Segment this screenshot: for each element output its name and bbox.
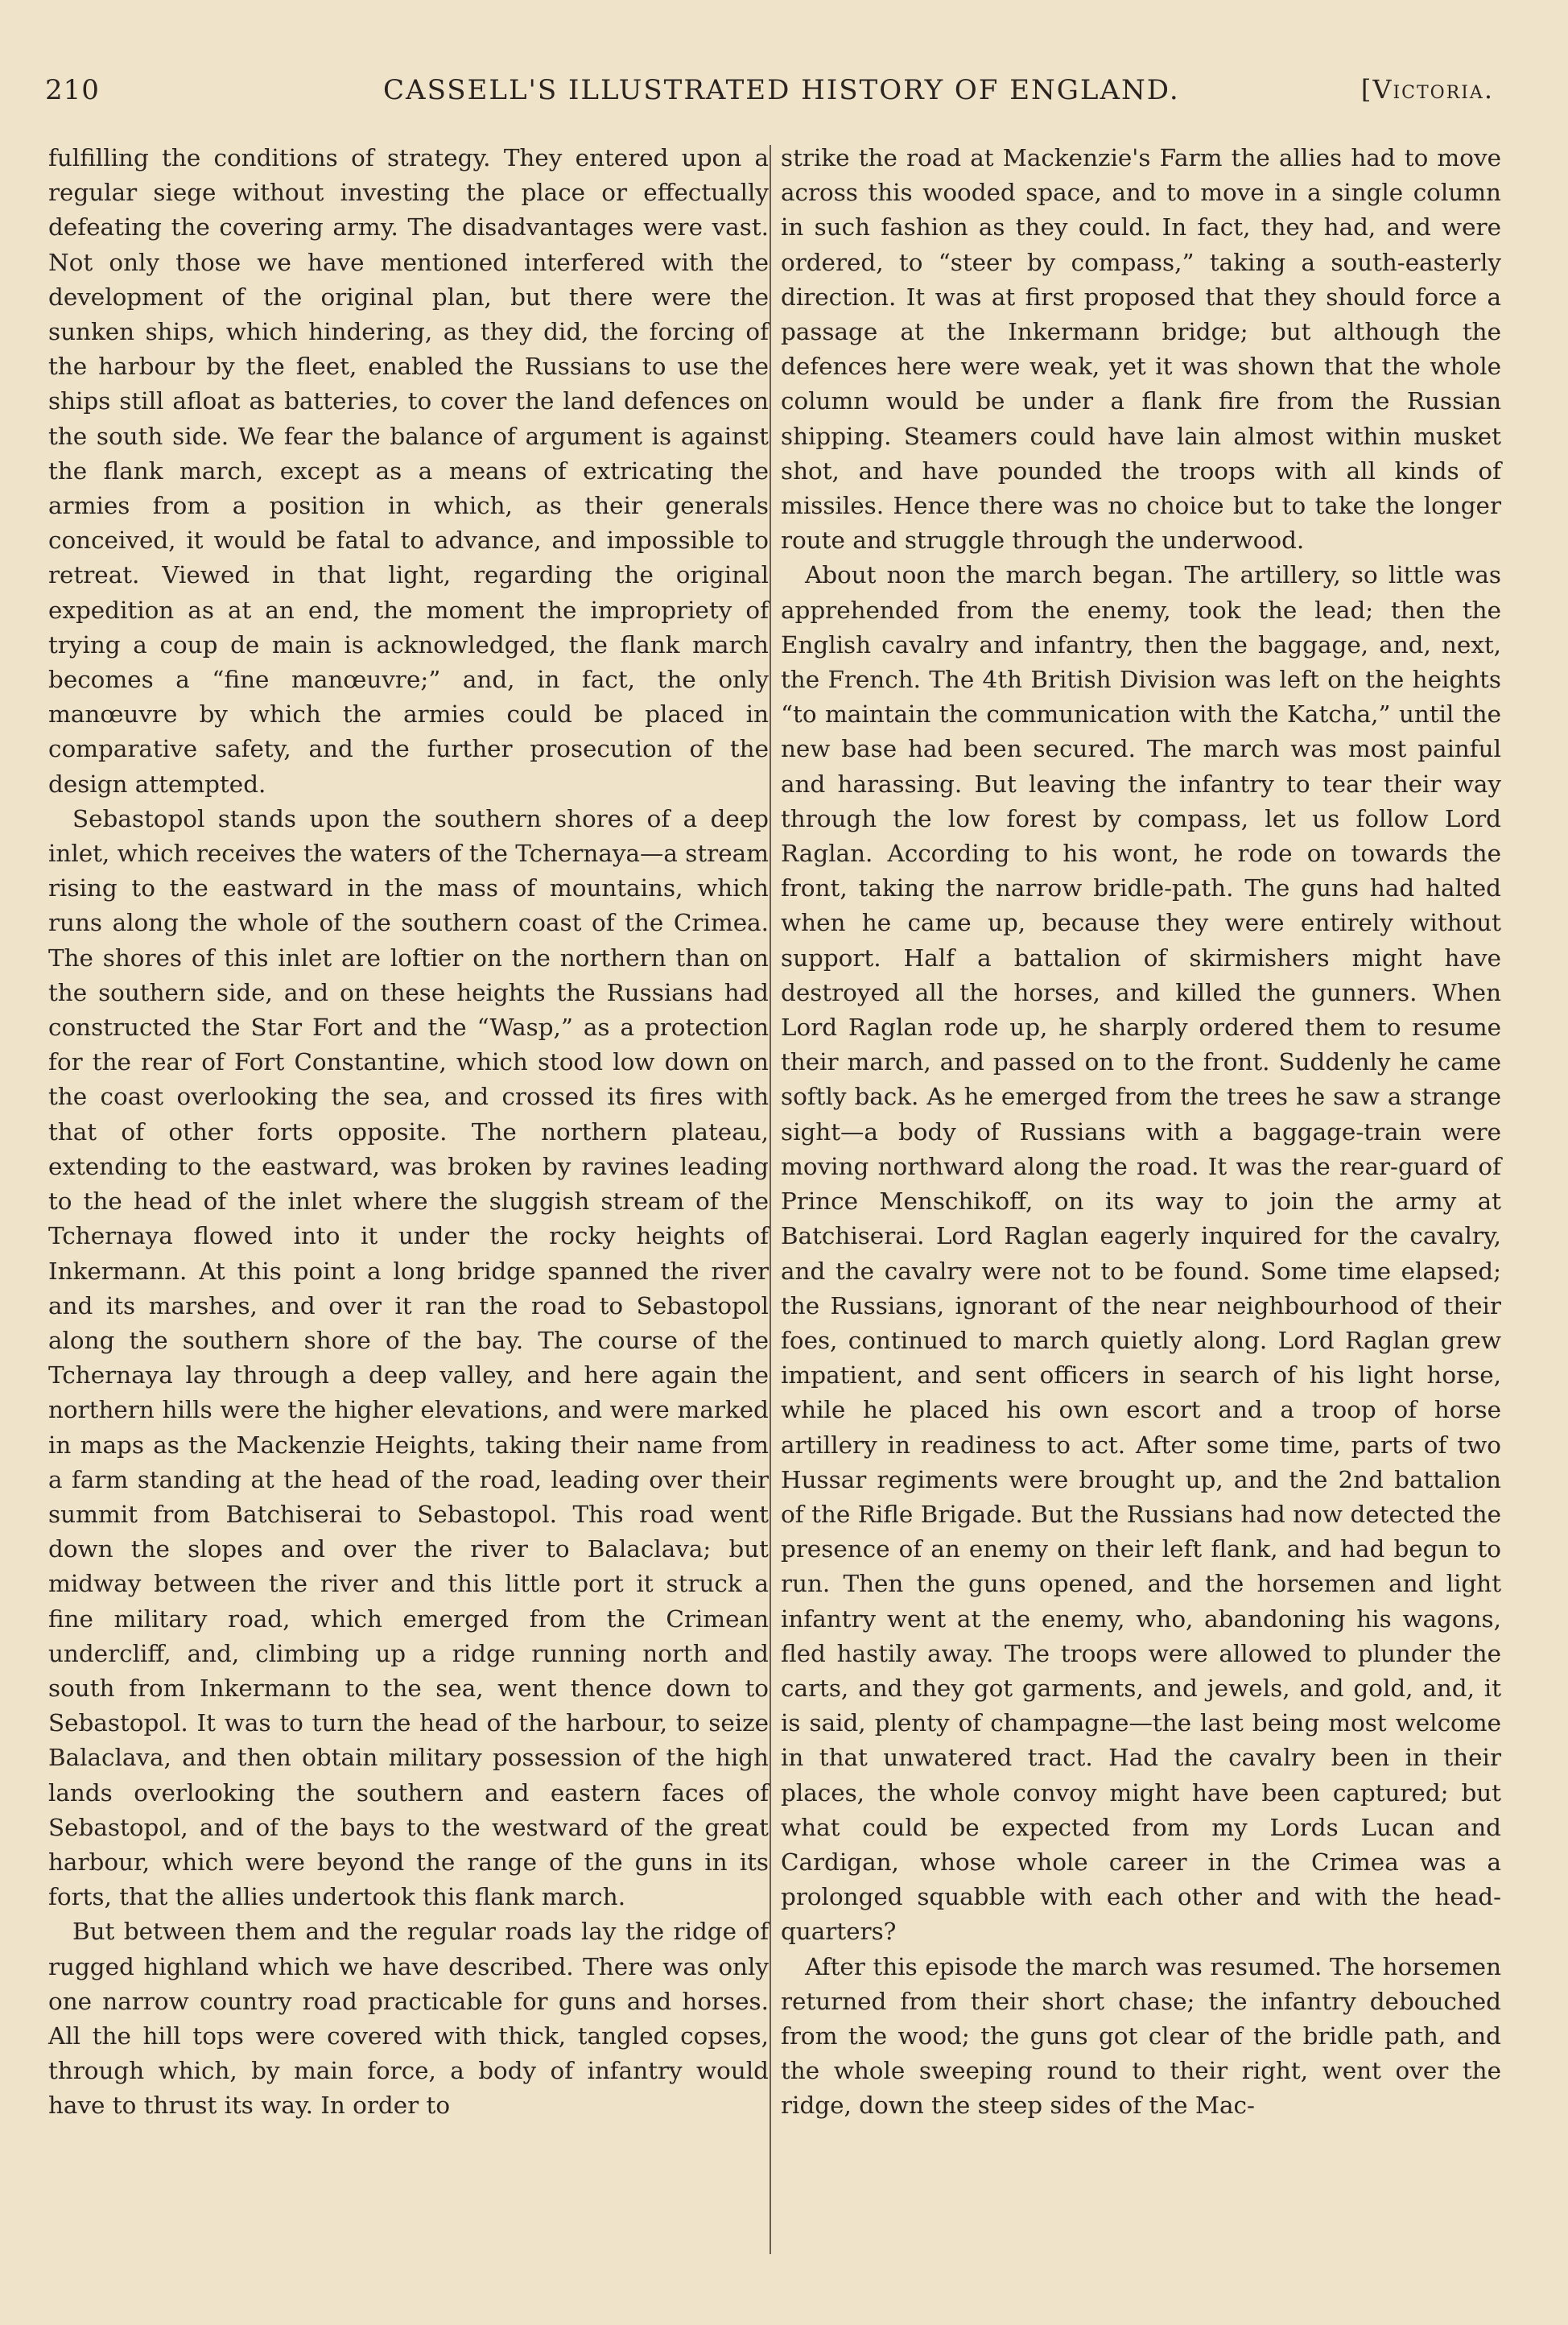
paragraph: Sebastopol stands upon the southern shores of a deep inlet, which receives the waters of the Tchernaya—a stream rising to the eastward in the mass of mountains, which runs along the whole of the southern coast of the Crimea. The shores of this inlet are loftier on the northern than on the southern side, and on these heights the Russians had constructed the Star Fort and the “Wasp,” as a protection for the rear of Fort Constantine, which stood low down on the coast overlooking the sea, and crossed its fires with that of other forts opposite. The northern plateau, extending to the eastward, was broken by ravines leading to the head of the inlet where the sluggish stream of the Tchernaya flowed into it under the rocky heights of Inkermann. At this point a long bridge spanned the river and its marshes, and over it ran the road to Sebastopol along the southern shore of the bay. The course of the Tchernaya lay through a deep valley, and here again the northern hills were the higher elevations, and were marked in maps as the Mackenzie Heights, taking their name from a farm standing at the head of the road, leading over their summit from Batchiserai to Sebastopol. This road went down the slopes and over the river to Balaclava; but midway between the river and this little port it struck a fine military road, which emerged from the Crimean undercliff, and, climbing up a ridge running north and south from Inkermann to the sea, went thence down to Sebastopol. It was to turn the head of the harbour, to seize Balaclava, and then obtain military possession of the high lands overlooking the southern and eastern faces of Sebastopol, and of the bays to the westward of the great harbour, which were beyond the range of the guns in its forts, that the allies undertook this flank march.	[48, 804, 769, 1911]
column-divider	[770, 145, 771, 2254]
paragraph: But between them and the regular roads lay the ridge of rugged highland which we have described. There was only one narrow country road practicable for guns and horses. All the hill tops were covered with thick, tangled copses, through which, by main force, a body of infantry would have to thrust its way. In order to	[48, 1918, 769, 2120]
right-column	[781, 141, 1501, 2124]
running-title: CASSELL'S ILLUSTRATED HISTORY OF ENGLAND.	[383, 74, 1180, 106]
paragraph: fulfilling the conditions of strategy. They entered upon a regular siege without investing the place or effectually defeating the covering army. The disadvantages were vast. Not only those we have mentioned interfered with the development of the original plan, but there were the sunken ships, which hindering, as they did, the forcing of the harbour by the fleet, enabled the Russians to use the ships still afloat as batteries, to cover the land defences on the south side. We fear the balance of argument is against the flank march, except as a means of extricating the armies from a position in which, as their generals conceived, it would be fatal to advance, and impossible to retreat. Viewed in that light, regarding the original expedition as at an end, the moment the impropriety of trying a coup de main is acknowledged, the flank march becomes a “fine manœuvre;” and, in fact, the only manœuvre by which the armies could be placed in comparative safety, and the further prosecution of the design attempted.	[48, 144, 769, 798]
running-header	[45, 74, 1494, 122]
section-label: [Victoria.	[1360, 74, 1494, 105]
page-number: 210	[45, 74, 100, 106]
paragraph: After this episode the march was resumed. The horsemen returned from their short chase; the infantry debouched from the wood; the guns got clear of the bridle path, and the whole sweeping round to their right, went over the ridge, down the steep sides of the Mac-	[781, 1952, 1501, 2120]
left-column	[48, 141, 769, 2124]
paragraph: strike the road at Mackenzie's Farm the allies had to move across this wooded space, and to move in a single column in such fashion as they could. In fact, they had, and were ordered, to “steer by compass,” taking a south-easterly direction. It was at first proposed that they should force a passage at the Inkermann bridge; but although the defences here were weak, yet it was shown that the whole column would be under a flank fire from the Russian shipping. Steamers could have lain almost within musket shot, and have pounded the troops with all kinds of missiles. Hence there was no choice but to take the longer route and struggle through the underwood.	[781, 144, 1501, 555]
paragraph: About noon the march began. The artillery, so little was apprehended from the enemy, took the lead; then the English cavalry and infantry, then the baggage, and, next, the French. The 4th British Division was left on the heights “to maintain the communication with the Katcha,” until the new base had been secured. The march was most painful and harassing. But leaving the infantry to tear their way through the low forest by compass, let us follow Lord Raglan. According to his wont, he rode on towards the front, taking the narrow bridle-path. The guns had halted when he came up, because they were entirely without support. Half a battalion of skirmishers might have destroyed all the horses, and killed the gunners. When Lord Raglan rode up, he sharply ordered them to resume their march, and passed on to the front. Suddenly he came softly back. As he emerged from the trees he saw a strange sight—a body of Russians with a baggage-train were moving northward along the road. It was the rear-guard of Prince Menschikoff, on its way to join the army at Batchiserai. Lord Raglan eagerly inquired for the cavalry, and the cavalry were not to be found. Some time elapsed; the Russians, ignorant of the near neighbourhood of their foes, continued to march quietly along. Lord Raglan grew impatient, and sent officers in search of his light horse, while he placed his own escort and a troop of horse artillery in readiness to act. After some time, parts of two Hussar regiments were brought up, and the 2nd battalion of the Rifle Brigade. But the Russians had now detected the presence of an enemy on their left flank, and had begun to run. Then the guns opened, and the horsemen and light infantry went at the enemy, who, abandoning his wagons, fled hastily away. The troops were allowed to plunder the carts, and they got garments, and jewels, and gold, and, it is said, plenty of champagne—the last being most welcome in that unwatered tract. Had the cavalry been in their places, the whole convoy might have been captured; but what could be expected from my Lords Lucan and Cardigan, whose whole career in the Crimea was a prolonged squabble with each other and with the head-quarters?	[781, 561, 1501, 1946]
